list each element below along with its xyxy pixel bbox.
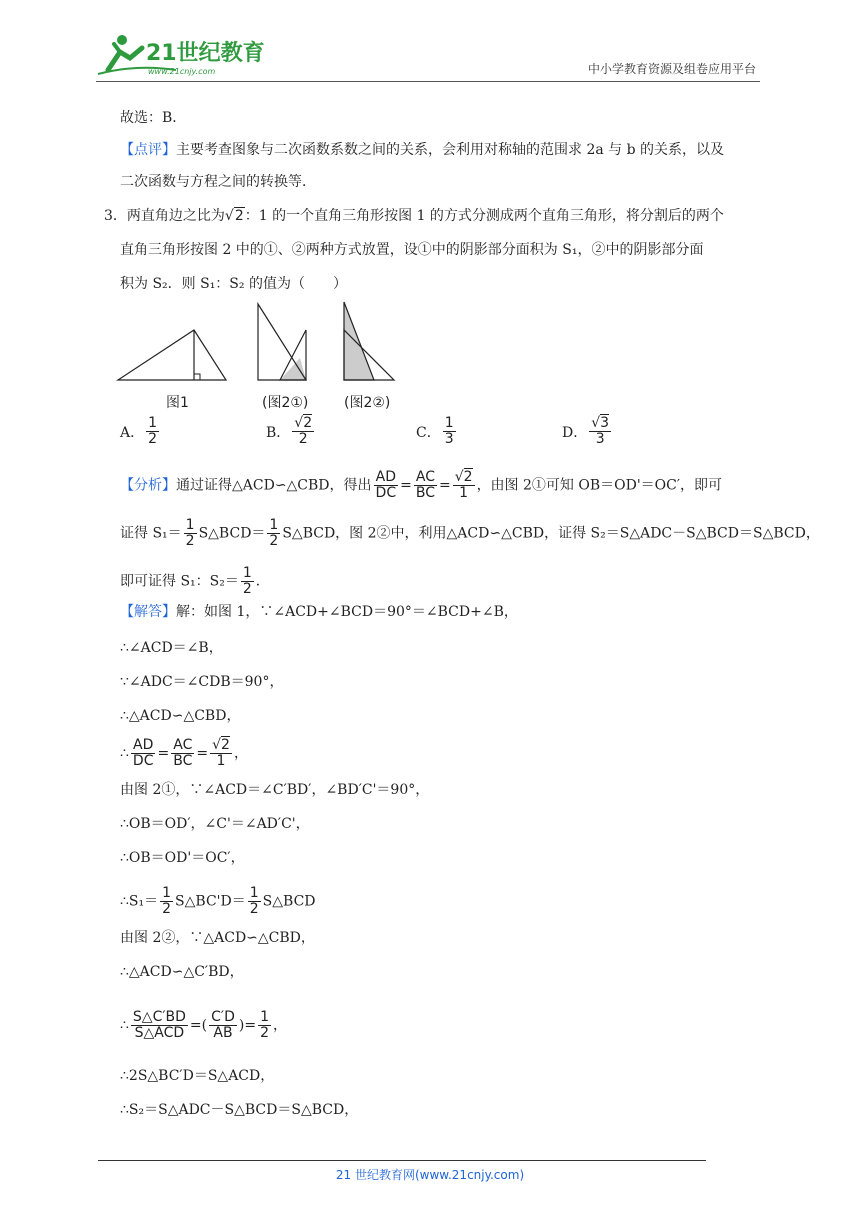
analysis-line-1: 【分析】通过证得△ACD∽△CBD，得出 $\frac{AD}{DC}$ = $\frac{AC}{BC}$ = $\frac{√2}{1}$ ，由图 2①可知 OB＝OD'＝OC′，即可: [120, 469, 723, 501]
footer-link[interactable]: 21 世纪教育网(www.21cnjy.com): [335, 1168, 525, 1182]
comment-tag: 【点评】: [120, 142, 176, 158]
half-1: $\frac{1}{2}$: [185, 517, 195, 549]
area-ratio-half: $\frac{1}{2}$: [260, 1009, 269, 1041]
a2a: 证得 S₁＝: [120, 525, 182, 542]
line-comment: [120, 140, 724, 160]
page-header: [96, 30, 760, 82]
choice-c-label: C．: [416, 424, 441, 441]
half-3: $\frac{1}{2}$: [242, 565, 252, 597]
a2c: S△BCD，图 2②中，利用△ACD∽△CBD，证得 S₂＝S△ADC－S△BCD＝S△BCD，: [282, 525, 820, 542]
question-line-3: 积为 S₂．则 S₁：S₂ 的值为（ ）: [120, 276, 347, 292]
solution-line-11: ∴△ACD∽△C′BD，: [120, 964, 244, 980]
choice-b-value: $\frac{√2}{2}$: [294, 415, 313, 447]
solution-line-3: ∵∠ADC＝∠CDB＝90°，: [120, 674, 284, 690]
figure-1-caption: 图1: [166, 395, 189, 411]
solution-line-14: ∴S₂＝S△ADC－S△BCD＝S△BCD，: [120, 1102, 359, 1118]
figure-2-2-caption: (图2②): [344, 395, 391, 411]
choice-b[interactable]: [266, 416, 316, 447]
solution-line-6: 由图 2①，∵∠ACD＝∠C′BD′，∠BD′C'＝90°，: [120, 782, 430, 798]
s5: ∴: [120, 745, 129, 762]
line-comment-cont: 二次函数与方程之间的转换等．: [120, 174, 316, 190]
choice-d-value: $\frac{√3}{3}$: [591, 415, 610, 447]
analysis-line-2: [120, 518, 820, 549]
figure-1: [118, 330, 226, 380]
figure-2-1-caption: (图2①): [262, 395, 309, 411]
s9a: ∴S₁＝: [120, 893, 159, 910]
solution-line-8: ∴OB＝OD'＝OC′，: [120, 850, 245, 866]
choice-a-label: A．: [120, 424, 145, 441]
question-line-1: [104, 206, 724, 226]
s9-half-1: $\frac{1}{2}$: [162, 885, 172, 917]
side-ratio: $\frac{C'D}{AB}$: [211, 1009, 235, 1041]
solution-line-12: ∴ $\frac{S\triangle C'BD}{\text{S△ACD}}$ =( $\frac{C'D}{AB}$ )= $\frac{1}{2}$ ，: [120, 1009, 287, 1041]
choice-d[interactable]: [562, 416, 613, 447]
sol-ratio-sqrt2-1: $\frac{√2}{1}$: [212, 737, 230, 769]
solution-line-13: ∴2S△BC′D＝S△ACD，: [120, 1068, 275, 1084]
question-line-2: 直角三角形按图 2 中的①、②两种方式放置，设①中的阴影部分面积为 S₁，②中的阴影部分面: [120, 242, 704, 258]
s12: ∴: [120, 1017, 129, 1034]
choice-b-label: B．: [266, 424, 291, 441]
comment-text: 主要考查图象与二次函数系数之间的关系，会利用对称轴的范围求 2a 与 b 的关系，以及: [176, 142, 725, 158]
a3a: 即可证得 S₁：S₂＝: [120, 573, 239, 590]
solution-line-5: ∴ $\frac{AD}{DC}$ = $\frac{AC}{BC}$ = $\frac{√2}{1}$ ，: [120, 737, 248, 769]
figure-2-1: [258, 304, 306, 380]
footer-divider: [98, 1160, 706, 1161]
choice-d-label: D．: [562, 424, 588, 441]
solution-tag: 【解答】: [120, 604, 176, 620]
s9b: S△BC'D＝: [175, 893, 246, 910]
choice-c[interactable]: [416, 416, 458, 447]
solution-line-1: [120, 602, 518, 622]
choice-c-value: $\frac{1}{3}$: [444, 415, 454, 447]
a1b: ，由图 2①可知 OB＝OD'＝OC′，即可: [476, 477, 723, 494]
solution-line-2: ∴∠ACD＝∠B，: [120, 640, 223, 656]
header-platform-text: 中小学教育资源及组卷应用平台: [587, 62, 756, 76]
ratio-sqrt2-1: $\frac{√2}{1}$: [454, 469, 473, 501]
solution-line-7: ∴OB＝OD′，∠C'＝∠AD′C'，: [120, 816, 310, 832]
a3b: ．: [255, 573, 270, 590]
line-answer: 故选：B．: [120, 110, 187, 126]
sol-ratio-ad-dc: $\frac{AD}{DC}$: [132, 737, 154, 769]
s9-half-2: $\frac{1}{2}$: [249, 885, 259, 917]
solution-line-10: 由图 2②，∵△ACD∽△CBD，: [120, 930, 315, 946]
solution-line-4: ∴△ACD∽△CBD，: [120, 708, 241, 724]
logo-21cnjy: [96, 30, 266, 78]
sol-ratio-ac-bc: $\frac{AC}{BC}$: [173, 737, 193, 769]
q1a: 两直角边之比为: [126, 208, 225, 224]
figure-2-2: [344, 302, 394, 380]
ratio-ac-bc: $\frac{AC}{BC}$: [415, 469, 435, 501]
q1b: ：1 的一个直角三角形按图 1 的方式分测成两个直角三角形，将分割后的两个: [244, 208, 724, 224]
s9c: S△BCD: [262, 893, 316, 910]
logo-url: www.21cnjy.com: [148, 67, 216, 76]
s1: 解：如图 1，∵∠ACD+∠BCD＝90°＝∠BCD+∠B，: [176, 604, 518, 620]
ratio-ad-dc: $\frac{AD}{DC}$: [375, 469, 397, 501]
a1a: 通过证得△ACD∽△CBD，得出: [176, 477, 372, 494]
logo-text: 21世纪教育: [146, 41, 265, 66]
analysis-tag: 【分析】: [120, 477, 176, 494]
a2b: S△BCD＝: [198, 525, 266, 542]
half-2: $\frac{1}{2}$: [269, 517, 279, 549]
area-ratio: $\frac{S\triangle C'BD}{\text{S△ACD}}$: [132, 1009, 186, 1041]
choice-a[interactable]: [120, 416, 161, 447]
question-number: 3．: [104, 208, 127, 224]
solution-line-9: [120, 886, 316, 917]
sqrt-2: √2: [224, 208, 244, 224]
analysis-line-3: [120, 566, 270, 597]
question-figures: [110, 296, 430, 386]
choice-a-value: $\frac{1}{2}$: [148, 415, 158, 447]
